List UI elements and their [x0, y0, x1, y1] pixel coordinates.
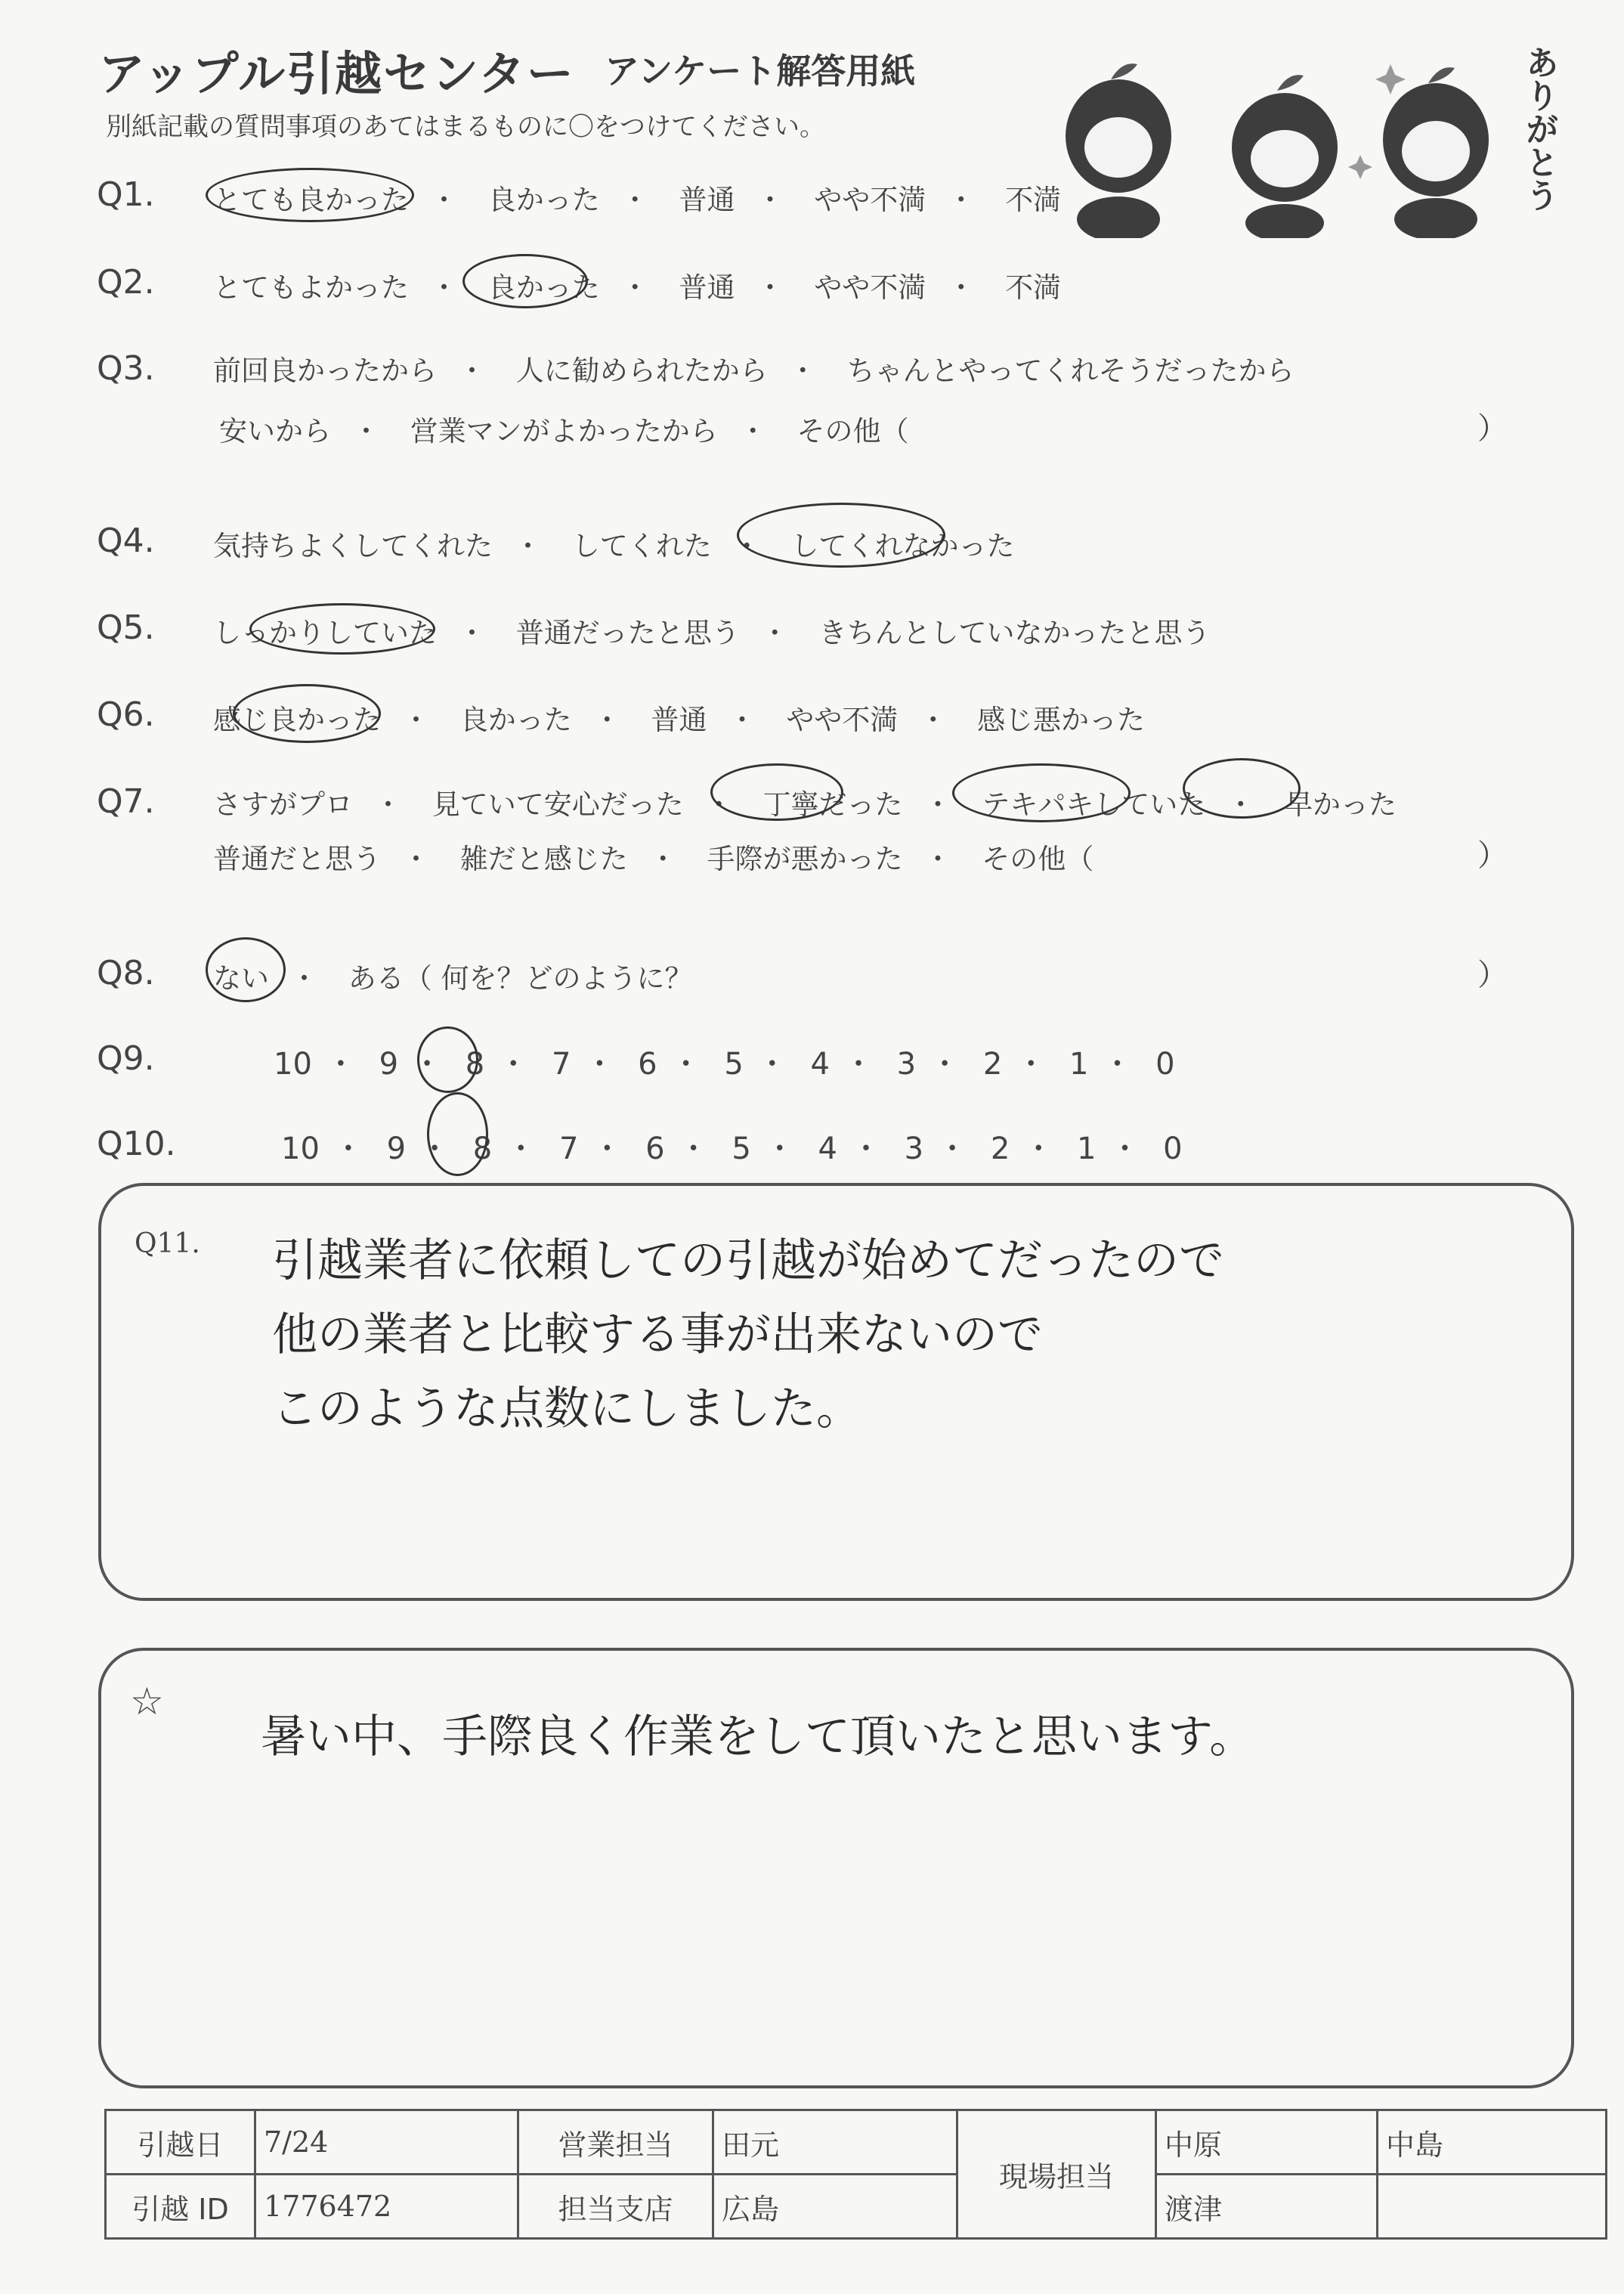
- q3-option-4[interactable]: 安いから: [219, 415, 331, 447]
- mascot-thanks-text: ありがとう: [1520, 45, 1558, 212]
- q7-selection-circle-2: [952, 763, 1131, 822]
- q7-option-5[interactable]: 早かった: [1285, 788, 1397, 821]
- q8-option-1[interactable]: ない: [213, 962, 269, 995]
- q6-option-5[interactable]: 感じ悪かった: [977, 704, 1146, 736]
- q7-option-8[interactable]: 手際が悪かった: [707, 843, 903, 875]
- q6-label: Q6.: [97, 695, 155, 734]
- q9-score-4[interactable]: 4: [810, 1047, 830, 1082]
- q11-answer-line-1: 引越業者に依頼しての引越が始めてだったので: [272, 1234, 1224, 1287]
- q6-option-4[interactable]: やや不満: [786, 704, 899, 736]
- site-staff-label: 現場担当: [957, 2110, 1156, 2239]
- q9-score-7[interactable]: 7: [551, 1047, 571, 1082]
- q6-options: 感じ良かった ・ 良かった ・ 普通 ・ やや不満 ・ 感じ悪かった: [213, 704, 1146, 736]
- star-icon: ☆: [130, 1679, 164, 1723]
- q7-option-7[interactable]: 雑だと感じた: [459, 843, 628, 875]
- q9-score-6[interactable]: 6: [638, 1047, 657, 1082]
- q6-option-1[interactable]: 感じ良かった: [213, 704, 381, 736]
- q10-score-7[interactable]: 7: [558, 1132, 579, 1166]
- q4-selection-circle: [737, 503, 945, 568]
- q7-close-paren: ）: [1477, 838, 1508, 873]
- q7-option-other[interactable]: その他（: [982, 843, 1094, 875]
- q4-options: 気持ちよくしてくれた ・ してくれた ・ してくれなかった: [213, 530, 1015, 562]
- moving-date-label: 引越日: [106, 2110, 255, 2175]
- q10-score-3[interactable]: 3: [904, 1132, 924, 1166]
- q11-label: Q11.: [135, 1228, 200, 1259]
- instruction-text: 別紙記載の質問事項のあてはまるものに〇をつけてください。: [106, 112, 825, 142]
- q7-selection-circle-1: [710, 763, 843, 821]
- q4-option-3[interactable]: してくれなかった: [790, 530, 1015, 562]
- q10-score-2[interactable]: 2: [990, 1132, 1010, 1166]
- q5-option-3[interactable]: きちんとしていなかったと思う: [818, 617, 1211, 649]
- q3-options-line1: 前回良かったから ・ 人に勧められたから ・ ちゃんとやってくれそうだったから: [213, 354, 1295, 387]
- q4-label: Q4.: [97, 522, 155, 560]
- moving-id-label: 引越 ID: [106, 2175, 255, 2239]
- q1-option-2[interactable]: 良かった: [487, 184, 600, 216]
- site-staff-3[interactable]: 渡津: [1156, 2175, 1378, 2239]
- q9-score-10[interactable]: 10: [274, 1047, 312, 1082]
- q8-label: Q8.: [97, 954, 155, 992]
- q10-score-8[interactable]: 8: [472, 1132, 493, 1166]
- q5-options: しっかりしていた ・ 普通だったと思う ・ きちんとしていなかったと思う: [213, 617, 1211, 649]
- q10-score-1[interactable]: 1: [1077, 1132, 1097, 1166]
- q10-selection-circle: [427, 1092, 488, 1176]
- q4-option-1[interactable]: 気持ちよくしてくれた: [213, 530, 493, 562]
- site-staff-2[interactable]: 中島: [1378, 2110, 1607, 2175]
- q2-selection-circle: [462, 254, 588, 308]
- q5-selection-circle: [249, 603, 435, 655]
- q7-selection-circle-3: [1183, 758, 1301, 819]
- q1-option-4[interactable]: やや不満: [814, 184, 926, 216]
- q9-scale: 10 ・ 9 ・ 8 ・ 7 ・ 6 ・ 5 ・ 4 ・ 3 ・ 2 ・ 1 ・ 0: [274, 1047, 1175, 1082]
- q5-option-1[interactable]: しっかりしていた: [213, 617, 437, 649]
- moving-id-value[interactable]: 1776472: [255, 2175, 518, 2239]
- q3-close-paren: ）: [1477, 411, 1508, 446]
- q2-option-2[interactable]: 良かった: [487, 271, 600, 304]
- q9-selection-circle: [417, 1026, 478, 1093]
- q2-option-1[interactable]: とてもよかった: [213, 271, 409, 304]
- q2-option-5[interactable]: 不満: [1005, 271, 1062, 304]
- q2-label: Q2.: [97, 263, 155, 302]
- q8-close-paren: ）: [1477, 958, 1508, 992]
- q9-score-0[interactable]: 0: [1155, 1047, 1175, 1082]
- q11-answer-line-3: このような点数にしました。: [272, 1382, 861, 1435]
- q6-selection-circle: [233, 684, 381, 743]
- q6-option-3[interactable]: 普通: [651, 704, 707, 736]
- q2-option-4[interactable]: やや不満: [814, 271, 926, 304]
- branch-value[interactable]: 広島: [713, 2175, 957, 2239]
- q10-score-9[interactable]: 9: [386, 1132, 407, 1166]
- q9-score-3[interactable]: 3: [896, 1047, 917, 1082]
- q1-option-1[interactable]: とても良かった: [213, 184, 409, 216]
- q9-score-1[interactable]: 1: [1069, 1047, 1089, 1082]
- q7-option-4[interactable]: テキパキしていた: [982, 788, 1206, 821]
- q3-label: Q3.: [97, 349, 155, 388]
- sales-rep-value[interactable]: 田元: [713, 2110, 957, 2175]
- q10-scale: 10 ・ 9 ・ 8 ・ 7 ・ 6 ・ 5 ・ 4 ・ 3 ・ 2 ・ 1 ・ 0: [281, 1132, 1183, 1166]
- form-title: アップル引越センター: [98, 46, 575, 101]
- q3-option-2[interactable]: 人に勧められたから: [515, 354, 768, 387]
- q3-option-1[interactable]: 前回良かったから: [213, 354, 437, 387]
- q10-score-4[interactable]: 4: [818, 1132, 837, 1166]
- q9-score-9[interactable]: 9: [379, 1047, 399, 1082]
- q9-score-2[interactable]: 2: [982, 1047, 1003, 1082]
- q1-label: Q1.: [97, 175, 155, 214]
- q1-selection-circle: [206, 168, 414, 222]
- q5-label: Q5.: [97, 608, 155, 647]
- q10-label: Q10.: [97, 1125, 176, 1163]
- q7-option-1[interactable]: さすがプロ: [213, 788, 353, 821]
- q1-option-5[interactable]: 不満: [1005, 184, 1062, 216]
- q8-option-2[interactable]: ある（ 何を？どのように？: [348, 962, 693, 995]
- q8-selection-circle: [206, 937, 286, 1002]
- q3-options-line2: 安いから ・ 営業マンがよかったから ・ その他（: [219, 415, 909, 447]
- star-answer-line-1: 暑い中、手際良く作業をして頂いたと思います。: [261, 1710, 1255, 1763]
- q9-score-8[interactable]: 8: [465, 1047, 485, 1082]
- q3-option-3[interactable]: ちゃんとやってくれそうだったから: [846, 354, 1295, 387]
- q7-option-3[interactable]: 丁寧だった: [763, 788, 903, 821]
- info-table: [104, 2109, 1607, 2240]
- q4-option-2[interactable]: してくれた: [571, 530, 712, 562]
- q3-option-other[interactable]: その他（: [797, 415, 909, 447]
- q9-score-5[interactable]: 5: [724, 1047, 744, 1082]
- q10-score-6[interactable]: 6: [645, 1132, 665, 1166]
- mascot-illustration: [1035, 42, 1564, 238]
- q9-label: Q9.: [97, 1039, 155, 1078]
- q7-options-line2: 普通だと思う ・ 雑だと感じた ・ 手際が悪かった ・ その他（: [213, 843, 1094, 875]
- q10-score-10[interactable]: 10: [281, 1132, 320, 1166]
- q1-options: とても良かった ・ 良かった ・ 普通 ・ やや不満 ・ 不満: [213, 184, 1062, 216]
- q2-option-3[interactable]: 普通: [679, 271, 735, 304]
- q7-options-line1: さすがプロ ・ 見ていて安心だった ・ 丁寧だった ・ テキパキしていた ・ 早かった: [213, 788, 1397, 821]
- q7-label: Q7.: [97, 782, 155, 821]
- q6-option-2[interactable]: 良かった: [459, 704, 572, 736]
- site-staff-1[interactable]: 中原: [1156, 2110, 1378, 2175]
- q2-options: とてもよかった ・ 良かった ・ 普通 ・ やや不満 ・ 不満: [213, 271, 1062, 304]
- q7-option-6[interactable]: 普通だと思う: [213, 843, 381, 875]
- q10-score-0[interactable]: 0: [1163, 1132, 1183, 1166]
- q3-option-5[interactable]: 営業マンがよかったから: [410, 415, 718, 447]
- moving-date-value[interactable]: 7/24: [255, 2110, 518, 2175]
- site-staff-empty-cell[interactable]: [1378, 2175, 1607, 2239]
- q8-options: ない ・ ある（ 何を？どのように？: [213, 962, 693, 995]
- q1-option-3[interactable]: 普通: [679, 184, 735, 216]
- q10-score-5[interactable]: 5: [732, 1132, 751, 1166]
- q7-option-2[interactable]: 見ていて安心だった: [432, 788, 684, 821]
- branch-label: 担当支店: [518, 2175, 713, 2239]
- form-subtitle: アンケート解答用紙: [605, 51, 916, 91]
- q5-option-2[interactable]: 普通だったと思う: [515, 617, 740, 649]
- sales-rep-label: 営業担当: [518, 2110, 713, 2175]
- q11-answer-line-2: 他の業者と比較する事が出来ないので: [272, 1308, 1043, 1361]
